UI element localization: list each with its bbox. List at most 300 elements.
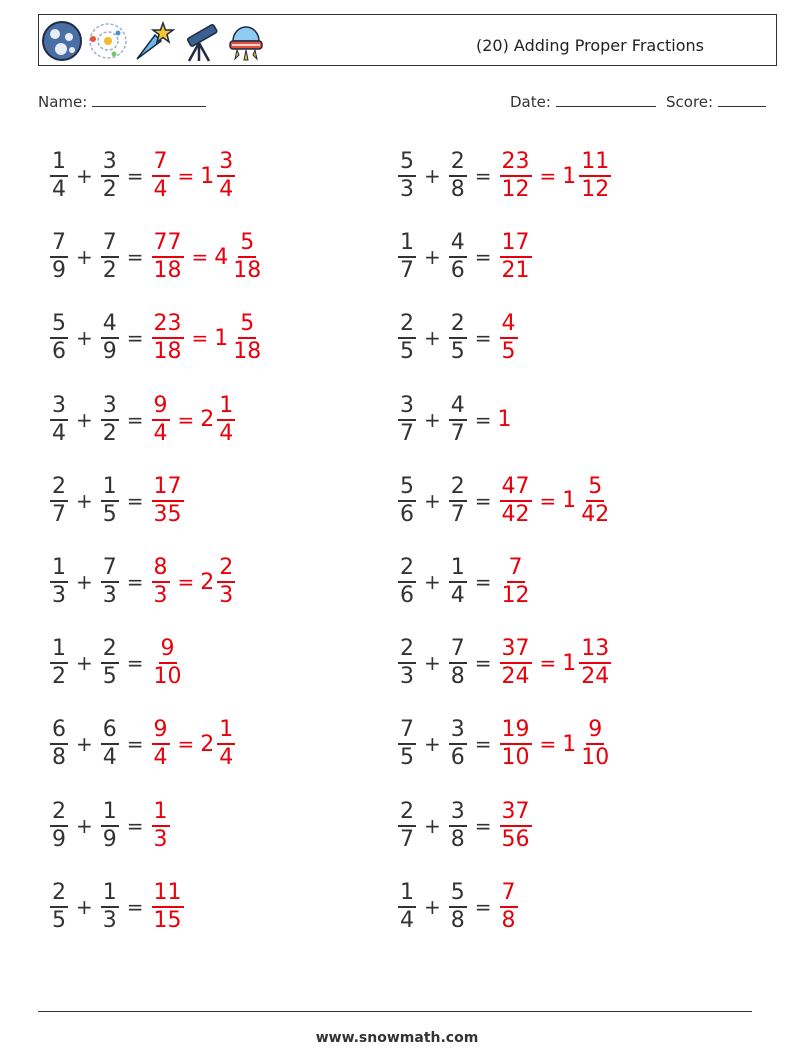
answer-fraction bbox=[500, 555, 532, 609]
addend-2-denominator: 3 bbox=[102, 583, 117, 608]
mixed-fraction-numerator: 1 bbox=[217, 717, 235, 745]
addend-2-denominator: 6 bbox=[450, 745, 465, 771]
addend-2-numerator: 3 bbox=[449, 799, 467, 827]
plus-sign: + bbox=[424, 326, 441, 351]
answer-fraction-numerator: 23 bbox=[152, 311, 184, 339]
mixed-fraction bbox=[231, 230, 263, 284]
addend-1 bbox=[50, 393, 68, 447]
mixed-fraction-numerator: 1 bbox=[217, 393, 235, 421]
addend-2-numerator: 1 bbox=[101, 474, 119, 502]
addend-2-numerator: 4 bbox=[449, 230, 467, 258]
answer bbox=[150, 799, 172, 853]
answer-fraction-numerator: 37 bbox=[500, 799, 532, 827]
addend-1 bbox=[398, 311, 416, 365]
addend-2-denominator: 8 bbox=[450, 907, 465, 933]
mixed-fraction-denominator: 3 bbox=[219, 583, 234, 608]
worksheet-header bbox=[38, 14, 777, 66]
answer bbox=[498, 311, 520, 365]
answer-fraction-numerator: 11 bbox=[152, 880, 184, 908]
equals-sign: = bbox=[539, 651, 557, 676]
addend-2-denominator: 2 bbox=[102, 258, 117, 284]
equals-sign: = bbox=[126, 164, 144, 188]
mixed-fraction-denominator: 18 bbox=[233, 339, 262, 365]
equals-sign: = bbox=[474, 894, 492, 919]
mixed-fraction bbox=[579, 149, 611, 203]
equals-sign: = bbox=[474, 570, 492, 594]
mixed-whole: 1 bbox=[562, 488, 577, 514]
mixed-whole: 2 bbox=[200, 731, 215, 757]
equals-sign: = bbox=[126, 488, 144, 513]
mixed-fraction-numerator: 5 bbox=[238, 230, 256, 258]
plus-sign: + bbox=[424, 570, 441, 594]
addend-1-denominator: 9 bbox=[52, 258, 66, 284]
addend-2-denominator: 5 bbox=[450, 339, 465, 365]
addend-2-numerator: 6 bbox=[101, 717, 119, 745]
answer-fraction bbox=[152, 555, 170, 609]
answer bbox=[150, 636, 186, 690]
addend-2-denominator: 2 bbox=[102, 177, 117, 202]
mixed-whole: 1 bbox=[562, 731, 577, 757]
addend-2-numerator: 2 bbox=[449, 474, 467, 502]
addend-1 bbox=[398, 880, 416, 934]
worksheet-title: (20) Adding Proper Fractions bbox=[476, 36, 704, 55]
problem-18 bbox=[396, 791, 534, 861]
plus-sign: + bbox=[424, 732, 441, 757]
addend-2-numerator: 1 bbox=[449, 555, 467, 583]
ufo-icon bbox=[225, 19, 267, 63]
addend-2 bbox=[101, 799, 119, 853]
addend-1-numerator: 2 bbox=[50, 474, 68, 502]
plus-sign: + bbox=[76, 245, 93, 270]
solar-system-icon bbox=[87, 19, 129, 63]
answer-fraction bbox=[152, 230, 184, 284]
answer-fraction-numerator: 37 bbox=[500, 636, 532, 664]
mixed-fraction-denominator: 4 bbox=[219, 420, 234, 446]
equals-sign: = bbox=[474, 813, 492, 838]
addend-2-denominator: 5 bbox=[102, 664, 117, 690]
addend-1-numerator: 1 bbox=[398, 230, 416, 258]
addend-1-numerator: 2 bbox=[398, 636, 416, 664]
mixed-fraction bbox=[579, 474, 611, 528]
equals-sign: = bbox=[177, 732, 195, 757]
addend-1-numerator: 6 bbox=[50, 717, 68, 745]
answer-fraction-denominator: 3 bbox=[153, 826, 168, 852]
mixed-fraction bbox=[217, 717, 235, 771]
addend-2 bbox=[101, 717, 119, 771]
addend-2 bbox=[101, 149, 119, 203]
answer-fraction-denominator: 10 bbox=[501, 745, 530, 771]
addend-1-denominator: 5 bbox=[52, 907, 66, 933]
addend-1-numerator: 1 bbox=[50, 149, 68, 177]
addend-2-numerator: 2 bbox=[101, 636, 119, 664]
answer-fraction-denominator: 4 bbox=[153, 177, 168, 202]
problem-3 bbox=[48, 222, 265, 292]
addend-1-numerator: 1 bbox=[50, 636, 68, 664]
addend-1-denominator: 7 bbox=[52, 501, 66, 527]
answer-fraction bbox=[500, 880, 518, 934]
addend-2-denominator: 9 bbox=[102, 339, 117, 365]
answer-fraction bbox=[152, 717, 170, 771]
addend-1 bbox=[398, 636, 416, 690]
plus-sign: + bbox=[76, 164, 93, 188]
answer bbox=[150, 230, 266, 284]
problem-9 bbox=[48, 466, 186, 536]
plus-sign: + bbox=[424, 894, 441, 919]
addend-1-numerator: 3 bbox=[398, 393, 416, 421]
addend-2 bbox=[449, 799, 467, 853]
addend-2-numerator: 4 bbox=[101, 311, 119, 339]
equals-sign: = bbox=[191, 245, 209, 270]
equals-sign: = bbox=[126, 651, 144, 676]
soccer-ball-icon bbox=[41, 19, 83, 63]
answer-fraction bbox=[500, 230, 532, 284]
answer-fraction bbox=[152, 149, 170, 203]
answer bbox=[498, 880, 520, 934]
addend-1-denominator: 3 bbox=[52, 583, 66, 608]
score-field[interactable] bbox=[666, 92, 766, 111]
addend-2 bbox=[101, 555, 119, 609]
addend-1 bbox=[50, 230, 68, 284]
answer-fraction-numerator: 7 bbox=[500, 880, 518, 908]
answer bbox=[150, 311, 266, 365]
addend-2-denominator: 9 bbox=[102, 826, 117, 852]
mixed-fraction-denominator: 18 bbox=[233, 258, 262, 284]
addend-1 bbox=[50, 474, 68, 528]
mixed-whole: 1 bbox=[562, 650, 577, 676]
addend-1 bbox=[398, 393, 416, 447]
answer-fraction-numerator: 9 bbox=[159, 636, 177, 664]
answer-fraction bbox=[152, 474, 184, 528]
answer-fraction-denominator: 15 bbox=[153, 907, 182, 933]
addend-1 bbox=[398, 717, 416, 771]
addend-1-numerator: 1 bbox=[50, 555, 68, 583]
addend-2-numerator: 3 bbox=[449, 717, 467, 745]
addend-2 bbox=[449, 474, 467, 528]
addend-2 bbox=[101, 474, 119, 528]
mixed-whole: 2 bbox=[200, 407, 215, 433]
addend-2 bbox=[101, 880, 119, 934]
addend-1 bbox=[50, 311, 68, 365]
answer-fraction-denominator: 21 bbox=[501, 258, 530, 284]
mixed-fraction-numerator: 3 bbox=[217, 149, 235, 177]
addend-1 bbox=[398, 555, 416, 609]
addend-2-denominator: 8 bbox=[450, 177, 465, 202]
addend-2 bbox=[449, 311, 467, 365]
answer-fraction bbox=[500, 636, 532, 690]
addend-1 bbox=[50, 555, 68, 609]
addend-1-denominator: 3 bbox=[400, 664, 414, 690]
answer-fraction-numerator: 4 bbox=[500, 311, 518, 339]
addend-1-denominator: 8 bbox=[52, 745, 66, 771]
footer-divider bbox=[38, 1011, 752, 1012]
equals-sign: = bbox=[474, 651, 492, 676]
addend-2-numerator: 2 bbox=[449, 149, 467, 177]
mixed-fraction-denominator: 42 bbox=[581, 501, 610, 527]
plus-sign: + bbox=[76, 894, 93, 919]
answer bbox=[498, 474, 614, 528]
addend-1 bbox=[50, 717, 68, 771]
equals-sign: = bbox=[474, 407, 492, 432]
answer-fraction-denominator: 24 bbox=[501, 664, 530, 690]
answer bbox=[150, 717, 238, 771]
answer-fraction-numerator: 1 bbox=[152, 799, 170, 827]
mixed-fraction bbox=[231, 311, 263, 365]
addend-2-denominator: 5 bbox=[102, 501, 117, 527]
addend-1 bbox=[398, 799, 416, 853]
answer bbox=[498, 407, 512, 432]
mixed-fraction bbox=[579, 717, 611, 771]
equals-sign: = bbox=[474, 732, 492, 757]
problem-6 bbox=[396, 303, 520, 373]
plus-sign: + bbox=[76, 732, 93, 757]
mixed-fraction-numerator: 11 bbox=[579, 149, 611, 177]
equals-sign: = bbox=[126, 245, 144, 270]
addend-1-numerator: 5 bbox=[398, 149, 416, 177]
name-blank[interactable] bbox=[92, 92, 206, 107]
equals-sign: = bbox=[126, 407, 144, 432]
addend-1-numerator: 3 bbox=[50, 393, 68, 421]
plus-sign: + bbox=[424, 407, 441, 432]
mixed-whole: 1 bbox=[562, 163, 577, 189]
addend-1-denominator: 6 bbox=[400, 501, 414, 527]
answer-fraction-denominator: 8 bbox=[501, 907, 516, 933]
answer-fraction bbox=[152, 393, 170, 447]
answer-fraction-denominator: 18 bbox=[153, 258, 182, 284]
problem-12 bbox=[396, 547, 534, 617]
problem-17 bbox=[48, 791, 172, 861]
answer bbox=[150, 880, 186, 934]
header-icons bbox=[41, 19, 267, 63]
addend-2-denominator: 3 bbox=[102, 907, 117, 933]
addend-1-numerator: 2 bbox=[50, 880, 68, 908]
mixed-whole: 2 bbox=[200, 569, 215, 595]
addend-1-numerator: 7 bbox=[398, 717, 416, 745]
answer-fraction-numerator: 7 bbox=[152, 149, 170, 177]
addend-1-denominator: 7 bbox=[400, 420, 414, 446]
mixed-fraction-denominator: 12 bbox=[581, 177, 610, 202]
plus-sign: + bbox=[424, 164, 441, 188]
answer-fraction bbox=[500, 474, 532, 528]
problem-4 bbox=[396, 222, 534, 292]
name-field[interactable] bbox=[38, 92, 206, 111]
mixed-fraction-denominator: 10 bbox=[581, 745, 610, 771]
date-label: Date: bbox=[510, 93, 551, 111]
answer-fraction-numerator: 17 bbox=[152, 474, 184, 502]
addend-2-denominator: 2 bbox=[102, 420, 117, 446]
addend-2-numerator: 7 bbox=[101, 555, 119, 583]
problem-8 bbox=[396, 385, 512, 455]
plus-sign: + bbox=[76, 326, 93, 351]
addend-1 bbox=[50, 799, 68, 853]
addend-1 bbox=[50, 636, 68, 690]
answer-fraction bbox=[500, 799, 532, 853]
answer bbox=[498, 149, 614, 203]
addend-2-denominator: 4 bbox=[102, 745, 117, 771]
addend-1-numerator: 2 bbox=[398, 799, 416, 827]
addend-1-numerator: 1 bbox=[398, 880, 416, 908]
mixed-whole: 4 bbox=[214, 244, 229, 270]
mixed-whole: 1 bbox=[200, 163, 215, 189]
answer-fraction-denominator: 4 bbox=[153, 745, 168, 771]
addend-1-denominator: 5 bbox=[400, 745, 414, 771]
addend-2-denominator: 8 bbox=[450, 664, 465, 690]
addend-2-numerator: 7 bbox=[101, 230, 119, 258]
answer-fraction-numerator: 23 bbox=[500, 149, 532, 177]
answer-whole: 1 bbox=[497, 407, 512, 433]
answer-fraction bbox=[152, 636, 184, 690]
addend-2-denominator: 8 bbox=[450, 826, 465, 852]
addend-1-denominator: 4 bbox=[52, 177, 66, 202]
addend-2-numerator: 4 bbox=[449, 393, 467, 421]
equals-sign: = bbox=[126, 813, 144, 838]
addend-1 bbox=[398, 230, 416, 284]
answer-fraction-denominator: 3 bbox=[153, 583, 168, 608]
equals-sign: = bbox=[126, 570, 144, 594]
date-blank[interactable] bbox=[556, 92, 656, 107]
addend-2 bbox=[101, 311, 119, 365]
plus-sign: + bbox=[76, 488, 93, 513]
answer-fraction-denominator: 5 bbox=[501, 339, 516, 365]
mixed-fraction-numerator: 5 bbox=[586, 474, 604, 502]
addend-1-denominator: 6 bbox=[400, 583, 414, 608]
equals-sign: = bbox=[474, 164, 492, 188]
mixed-fraction bbox=[579, 636, 611, 690]
equals-sign: = bbox=[474, 488, 492, 513]
score-label: Score: bbox=[666, 93, 714, 111]
mixed-whole: 1 bbox=[214, 325, 229, 351]
addend-2-numerator: 3 bbox=[101, 393, 119, 421]
answer bbox=[498, 717, 614, 771]
answer bbox=[498, 636, 614, 690]
answer-fraction-denominator: 35 bbox=[153, 501, 182, 527]
addend-2-numerator: 7 bbox=[449, 636, 467, 664]
equals-sign: = bbox=[126, 326, 144, 351]
addend-1-denominator: 4 bbox=[400, 907, 414, 933]
equals-sign: = bbox=[177, 407, 195, 432]
addend-1 bbox=[398, 474, 416, 528]
answer-fraction bbox=[152, 311, 184, 365]
mixed-fraction-numerator: 2 bbox=[217, 555, 235, 583]
addend-2-numerator: 2 bbox=[449, 311, 467, 339]
problem-15 bbox=[48, 709, 237, 779]
addend-1-denominator: 4 bbox=[52, 420, 66, 446]
addend-1-denominator: 5 bbox=[400, 339, 414, 365]
addend-2 bbox=[449, 717, 467, 771]
addend-2 bbox=[101, 393, 119, 447]
answer-fraction-denominator: 18 bbox=[153, 339, 182, 365]
equals-sign: = bbox=[191, 326, 209, 351]
problem-16 bbox=[396, 709, 613, 779]
answer-fraction-numerator: 47 bbox=[500, 474, 532, 502]
shooting-star-icon bbox=[133, 19, 175, 63]
equals-sign: = bbox=[177, 164, 195, 188]
answer-fraction-numerator: 77 bbox=[152, 230, 184, 258]
answer-fraction-numerator: 8 bbox=[152, 555, 170, 583]
addend-2-denominator: 6 bbox=[450, 258, 465, 284]
plus-sign: + bbox=[76, 570, 93, 594]
addend-2 bbox=[449, 393, 467, 447]
plus-sign: + bbox=[424, 245, 441, 270]
problem-1 bbox=[48, 141, 237, 211]
answer bbox=[150, 149, 238, 203]
mixed-fraction bbox=[217, 393, 235, 447]
equals-sign: = bbox=[539, 488, 557, 513]
equals-sign: = bbox=[126, 894, 144, 919]
problem-13 bbox=[48, 628, 186, 698]
addend-1-denominator: 7 bbox=[400, 826, 414, 852]
answer bbox=[498, 230, 534, 284]
addend-1-numerator: 2 bbox=[50, 799, 68, 827]
answer-fraction-numerator: 9 bbox=[152, 717, 170, 745]
addend-2-denominator: 7 bbox=[450, 501, 465, 527]
answer-fraction-numerator: 9 bbox=[152, 393, 170, 421]
plus-sign: + bbox=[424, 651, 441, 676]
footer-url: www.snowmath.com bbox=[315, 1030, 479, 1046]
problem-11 bbox=[48, 547, 237, 617]
answer-fraction-denominator: 4 bbox=[153, 420, 168, 446]
addend-2-numerator: 3 bbox=[101, 149, 119, 177]
addend-2 bbox=[449, 230, 467, 284]
mixed-fraction-numerator: 9 bbox=[586, 717, 604, 745]
equals-sign: = bbox=[539, 164, 557, 188]
mixed-fraction-numerator: 5 bbox=[238, 311, 256, 339]
telescope-icon bbox=[179, 19, 221, 63]
addend-2-numerator: 1 bbox=[101, 799, 119, 827]
problem-19 bbox=[48, 872, 186, 942]
answer-fraction bbox=[500, 149, 532, 203]
problem-20 bbox=[396, 872, 520, 942]
addend-1-numerator: 2 bbox=[398, 555, 416, 583]
answer-fraction-numerator: 19 bbox=[500, 717, 532, 745]
addend-1-numerator: 5 bbox=[398, 474, 416, 502]
plus-sign: + bbox=[76, 407, 93, 432]
addend-1 bbox=[50, 149, 68, 203]
addend-1-denominator: 2 bbox=[52, 664, 66, 690]
date-field[interactable] bbox=[510, 92, 656, 111]
equals-sign: = bbox=[126, 732, 144, 757]
addend-2 bbox=[101, 230, 119, 284]
score-blank[interactable] bbox=[718, 92, 766, 107]
answer-fraction-denominator: 12 bbox=[501, 177, 530, 202]
plus-sign: + bbox=[424, 488, 441, 513]
addend-1-numerator: 2 bbox=[398, 311, 416, 339]
answer-fraction-denominator: 42 bbox=[501, 501, 530, 527]
mixed-fraction-denominator: 4 bbox=[219, 177, 234, 202]
answer-fraction bbox=[152, 799, 170, 853]
addend-2 bbox=[101, 636, 119, 690]
addend-2-denominator: 4 bbox=[450, 583, 465, 608]
plus-sign: + bbox=[76, 813, 93, 838]
problem-2 bbox=[396, 141, 613, 211]
answer-fraction bbox=[152, 880, 184, 934]
addend-1-numerator: 7 bbox=[50, 230, 68, 258]
addend-2-numerator: 5 bbox=[449, 880, 467, 908]
answer bbox=[498, 799, 534, 853]
addend-2-numerator: 1 bbox=[101, 880, 119, 908]
addend-1-denominator: 6 bbox=[52, 339, 66, 365]
addend-1-denominator: 9 bbox=[52, 826, 66, 852]
addend-1-numerator: 5 bbox=[50, 311, 68, 339]
addend-1-denominator: 7 bbox=[400, 258, 414, 284]
problem-7 bbox=[48, 385, 237, 455]
answer bbox=[498, 555, 534, 609]
answer-fraction-numerator: 7 bbox=[507, 555, 525, 583]
addend-2 bbox=[449, 149, 467, 203]
mixed-fraction bbox=[217, 149, 235, 203]
answer-fraction-denominator: 12 bbox=[501, 583, 530, 608]
mixed-fraction-denominator: 24 bbox=[581, 664, 610, 690]
problem-14 bbox=[396, 628, 613, 698]
